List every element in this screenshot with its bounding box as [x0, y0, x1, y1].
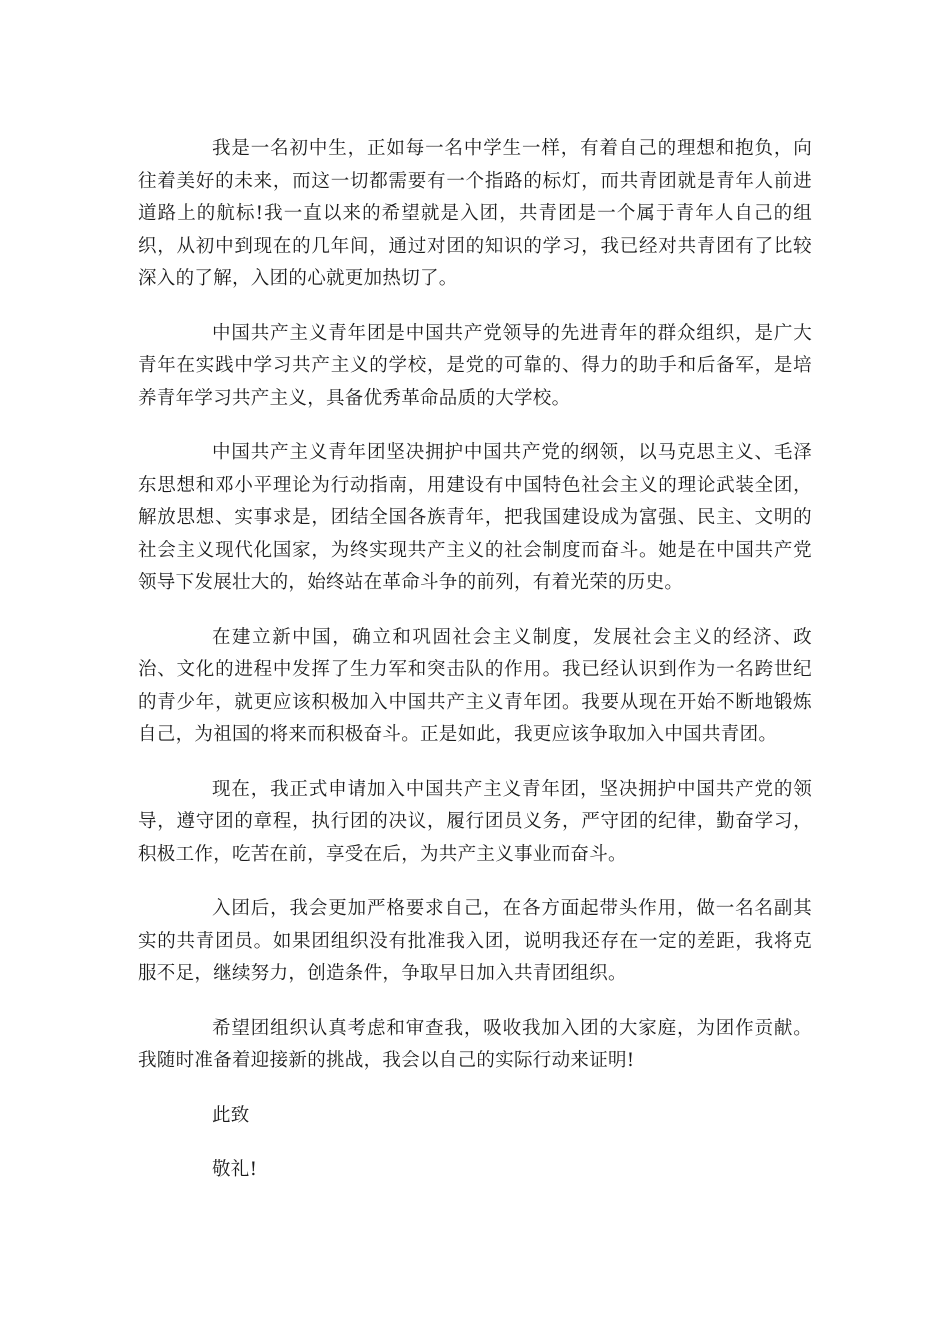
paragraph-league-program: 中国共产主义青年团坚决拥护中国共产党的纲领，以马克思主义、毛泽东思想和邓小平理论为行动指南，用建设有中国特色社会主义的理论武装全团，解放思想、实事求是，团结全国各族青年，把我国建设成为富强、民主、文明的社会主义现代化国家，为终实现共产主义的社会制度而奋斗。她是在中国共产党领导下发展壮大的，始终站在革命斗争的前列，有着光荣的历史。	[138, 442, 812, 593]
paragraph-league-definition: 中国共产主义青年团是中国共产党领导的先进青年的群众组织，是广大青年在实践中学习共产主义的学校，是党的可靠的、得力的助手和后备军，是培养青年学习共产主义，具备优秀革命品质的大学校。	[138, 322, 812, 409]
closing-regards: 敬礼!	[212, 1159, 258, 1180]
closing-salutation: 此致	[212, 1104, 250, 1126]
paragraph-league-role: 在建立新中国，确立和巩固社会主义制度，发展社会主义的经济、政治、文化的进程中发挥了生力军和突击队的作用。我已经认识到作为一名跨世纪的青少年，就更应该积极加入中国共产主义青年团。我要从现在开始不断地锻炼自己，为祖国的将来而积极奋斗。正是如此，我更应该争取加入中国共青团。	[138, 626, 812, 745]
paragraph-commitment: 入团后，我会更加严格要求自己，在各方面起带头作用，做一名名副其实的共青团员。如果团组织没有批准我入团，说明我还存在一定的差距，我将克服不足，继续努力，创造条件，争取早日加入共青团组织。	[138, 898, 812, 984]
paragraph-formal-application: 现在，我正式申请加入中国共产主义青年团，坚决拥护中国共产党的领导，遵守团的章程，执行团的决议，履行团员义务，严守团的纪律，勤奋学习，积极工作，吃苦在前，享受在后，为共产主义事业而奋斗。	[138, 778, 812, 865]
letter-body	[138, 133, 812, 1209]
paragraph-hope: 希望团组织认真考虑和审查我，吸收我加入团的大家庭，为团作贡献。我随时准备着迎接新的挑战，我会以自己的实际行动来证明!	[138, 1017, 812, 1071]
paragraph-intro: 我是一名初中生，正如每一名中学生一样，有着自己的理想和抱负，向往着美好的未来，而这一切都需要有一个指路的标灯，而共青团就是青年人前进道路上的航标!我一直以来的希望就是入团，共青团是一个属于青年人自己的组织，从初中到现在的几年间，通过对团的知识的学习，我已经对共青团有了比较深入的了解，入团的心就更加热切了。	[138, 138, 812, 289]
